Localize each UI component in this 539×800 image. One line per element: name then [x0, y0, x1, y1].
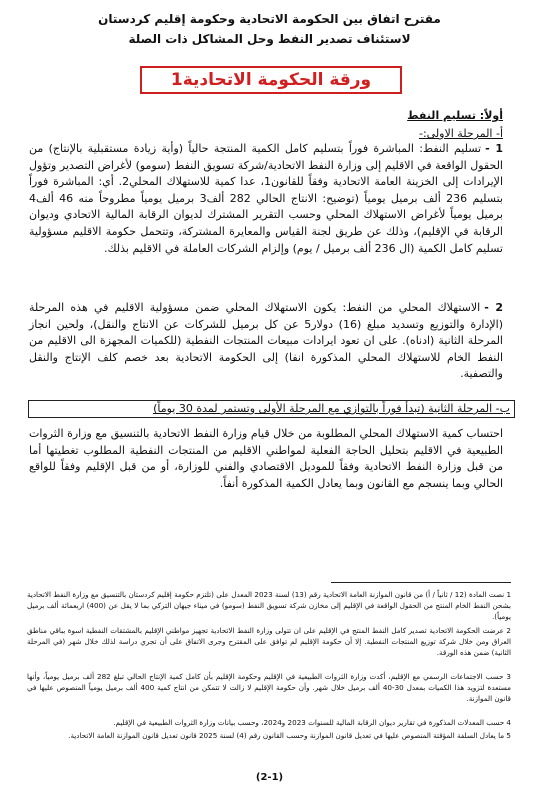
paragraph-2-number: 2 - — [484, 301, 503, 314]
paragraph-2 — [29, 300, 503, 383]
header-line-1: مقترح اتفاق بين الحكومة الاتحادية وحكومة إقليم كردستان — [98, 12, 441, 26]
subsection-a-heading: أ- المرحلة الاولى:- — [418, 127, 503, 140]
paragraph-2-text: الاستهلاك المحلي من النفط: يكون الاستهلاك المحلي ضمن مسؤولية الاقليم في هذه المرحلة (الإدارة والتوزيع وتسديد مبلغ (16) دولار5 عن كل برميل للشركات عن الانتاج والنقل)، ولحين انجاز المرحلة الثانية (ادناه). على ان تعود ايرادات مبيعات المنتجات النفطية (للكميات المجهزة الى الاقليم من النفط الخام للاستهلاك المحلي المذكورة انفا) إلى الحكومة الاتحادية بعد خصم كلف الإنتاج والنقل والتصفية. — [29, 301, 504, 381]
section-first-heading: أولاً: تسليم النفط — [407, 109, 503, 122]
footnote-3: 3 حسب الاجتماعات الرسمي مع الإقليم، أكدت وزارة الثروات الطبيعية في الإقليم وحكومة الإقليم بأن كامل كمية الإنتاج الحالي تبلغ 282 ألف برميل يومياً، وأنها مستعدة لتزويد هذا الكميات بمعدل 30-40 ألف برميل خلال شهر. وأن حكومة الإقليم لا زالت لا تتمكن من انتاج كمية 400 ألف برميل يومياً المنصوص عليها في قانون الموازنة. — [27, 672, 511, 703]
paragraph-1 — [29, 141, 503, 257]
paragraph-1-number: 1 - — [485, 142, 503, 155]
footnote-divider — [331, 582, 511, 583]
paragraph-3: احتساب كمية الاستهلاك المحلي المطلوبة من خلال قيام وزارة النفط الاتحادية بالتنسيق مع وزارة الثروات الطبيعية في الاقليم بتحليل الحاجة الفعلية لمواطني الاقليم من المنتجات النفطية المطلوب تغطيتها أما من قبل وزارة النفط الاتحادية وفقاً للموديل الاقتصادي والفني للوزارة، أو من قبل الإقليم وفقاً للواقع الحالي وبما ينسجم مع القانون وبما يعادل الكمية المذكورة أنفاً. — [29, 427, 503, 490]
title-box — [140, 66, 402, 94]
subsection-b-box — [28, 400, 515, 418]
paragraph-1-text: تسليم النفط: المباشرة فوراً بتسليم كامل الكمية المنتجة حالياً (وأية زيادة مستقبلية بالإنتاج) من الحقول الواقعة في الاقليم إلى وزارة النفط الاتحادية/شركة تسويق النفط (سومو) لأغراض التصدير وتؤول الإيرادات إلى الخزينة العامة الاتحادية وفقاً للقانون1، عدا كمية للاستهلاك المحلي2. أي: المباشرة فوراً بتسليم 236 ألف برميل يومياً (توضيح: الانتاج الحالي 282 ألف3 برميل يومياً مطروحاً منه 46 ألف4 برميل يومياً لأغراض الاستهلاك المحلي وحسب التقرير المشترك لديوان الرقابة المالية الاتحادي وديوان الرقابة في الإقليم)، وذلك عن طريق لجنة القياس والمعايرة المشتركة، وتتحمل حكومة الاقليم مسؤولية تسليم كامل الكمية (ال 236 ألف برميل / يوم) وإلزام الشركات العاملة في الاقليم بذلك. — [29, 142, 504, 255]
subsection-b-heading: ب- المرحلة الثانية (تبدأ فوراً بالتوازي مع المرحلة الأولى وتستمر لمدة 30 يوماً) — [153, 402, 510, 415]
page-number: (2-1) — [255, 772, 284, 783]
footnote-5: 5 ما يعادل السلفة المؤقتة المنصوص عليها في تعديل قانون الموازنة وحسب القانون رقم (4) لسنة 2025 قانون تعديل قانون الموازنة العامة الاتحادية. — [68, 731, 511, 740]
footnote-1: 1 نصت المادة (12 / ثانياً / أ) من قانون الموازنة العامة الاتحادية رقم (13) لسنة 2023 المعدل على (تلتزم حكومة إقليم كردستان بالتنسيق مع وزارة النفط الاتحادية بشحن النفط الخام المنتج من الحقول الواقعة في الإقليم إلى مخازن شركة تسويق النفط (سومو) في ميناء جيهان التركي بما لا يقل عن (400) اربعمائة ألف برميل يومياً). — [27, 590, 512, 621]
footnote-2: 2 عرضت الحكومة الاتحادية تصدير كامل النفط المنتج في الإقليم على ان تتولى وزارة النفط الاتحادية تجهيز مواطني الإقليم بالمشتقات النفطية اسوة بباقي مناطق العراق ومن خلال شركة توزيع المنتجات النفطية. إلا أن حكومة الإقليم لم توافق على المقترح وجرى الاتفاق على أن تجري دراسة لذلك خلال شهر (في المرحلة الثانية) ضمن هذه الورقة. — [27, 626, 511, 657]
header-line-2: لاستئناف تصدير النفط وحل المشاكل ذات الصلة — [128, 32, 411, 46]
document-title: ورقة الحكومة الاتحادية1 — [170, 70, 372, 90]
footnote-4: 4 حسب المعدلات المذكورة في تقارير ديوان الرقابة المالية للسنوات 2023 و2024، وحسب بيانات وزارة الثروات الطبيعية في الإقليم. — [113, 718, 511, 727]
